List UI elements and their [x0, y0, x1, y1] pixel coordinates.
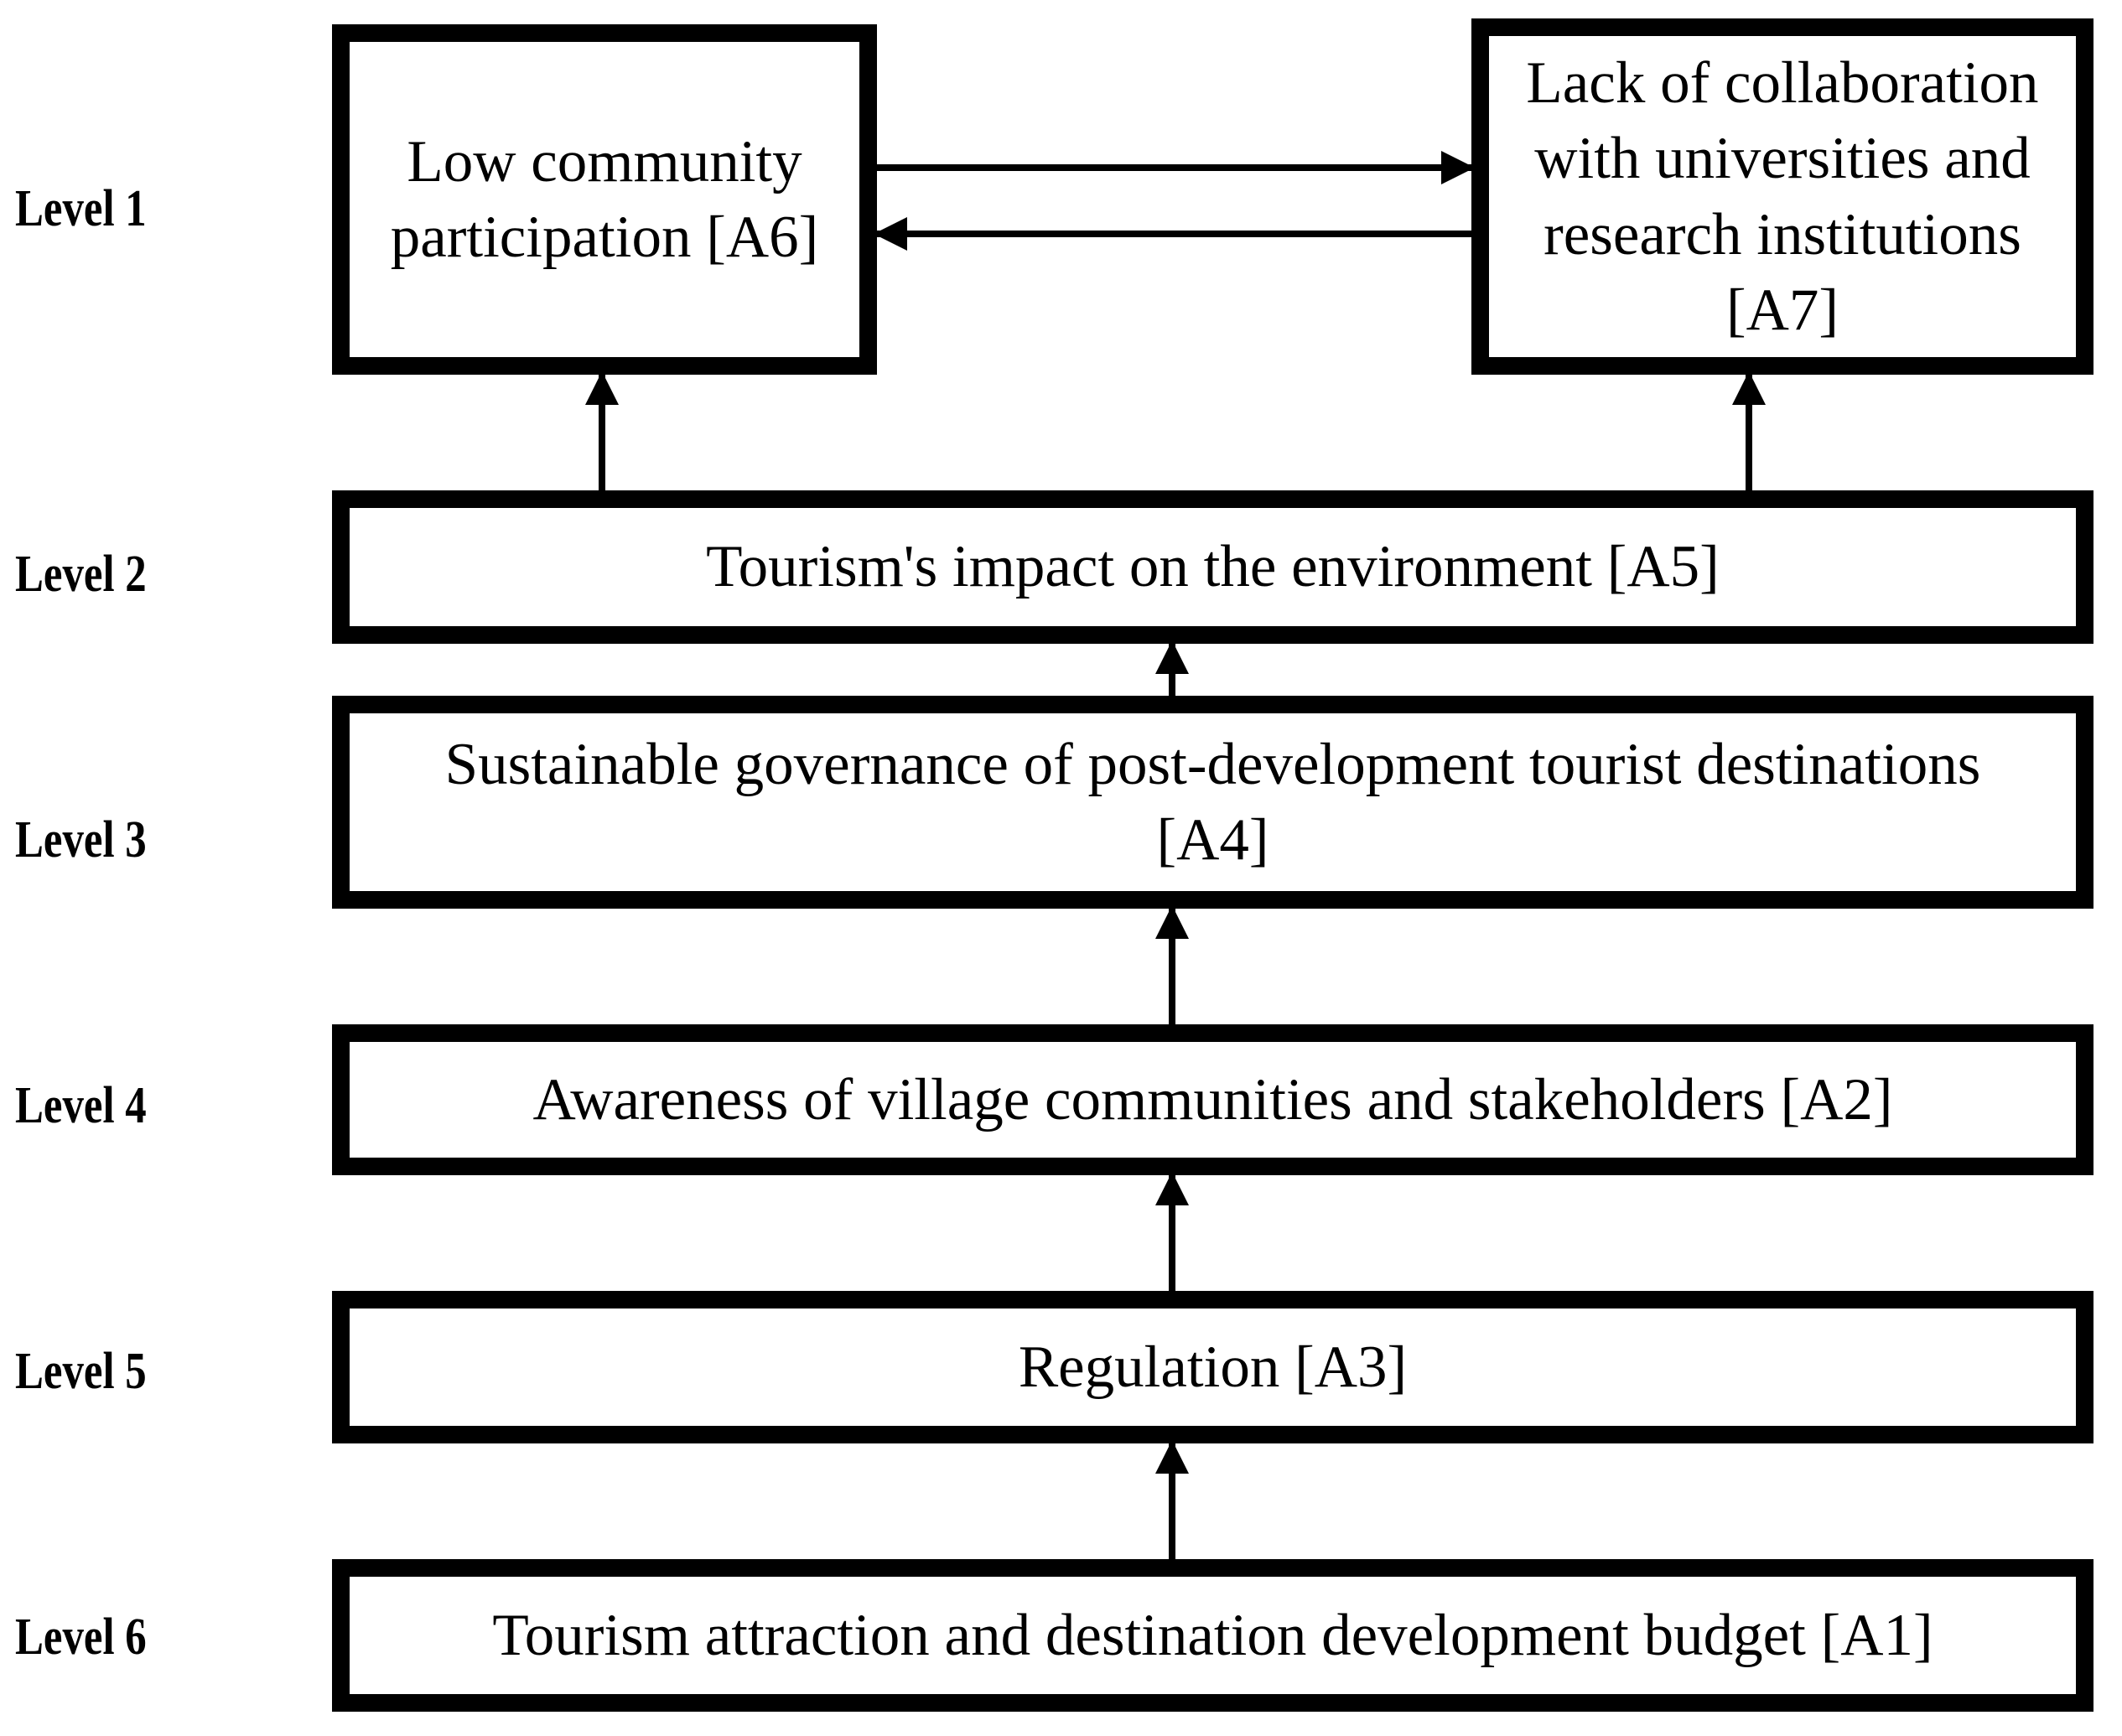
- node-a1-label: Tourism attraction and destination development budget [A1]: [492, 1602, 1933, 1668]
- node-a2: [332, 1024, 2093, 1175]
- node-a1: [332, 1559, 2093, 1712]
- node-a5: [332, 490, 2093, 644]
- node-a7: [1471, 18, 2093, 375]
- node-a4-label: Sustainable governance of post-development tourist destinations [A4]: [444, 731, 1981, 873]
- level-6-label: Level 6: [15, 1609, 147, 1666]
- node-a6-label: Low community participation [A6]: [390, 128, 819, 270]
- node-a3: [332, 1291, 2093, 1443]
- level-4-label: Level 4: [15, 1077, 147, 1134]
- node-a6: [332, 24, 877, 375]
- node-a5-label: Tourism's impact on the environment [A5]: [706, 534, 1720, 600]
- level-1-label: Level 1: [15, 180, 147, 237]
- node-a7-label: Lack of collaboration with universities and research institutions [A7]: [1526, 50, 2039, 343]
- node-a4: [332, 696, 2093, 909]
- level-2-label: Level 2: [15, 546, 147, 603]
- level-3-label: Level 3: [15, 811, 147, 868]
- node-a3-label: Regulation [A3]: [1018, 1334, 1408, 1400]
- level-5-label: Level 5: [15, 1343, 147, 1400]
- node-a2-label: Awareness of village communities and stakeholders [A2]: [532, 1066, 1893, 1132]
